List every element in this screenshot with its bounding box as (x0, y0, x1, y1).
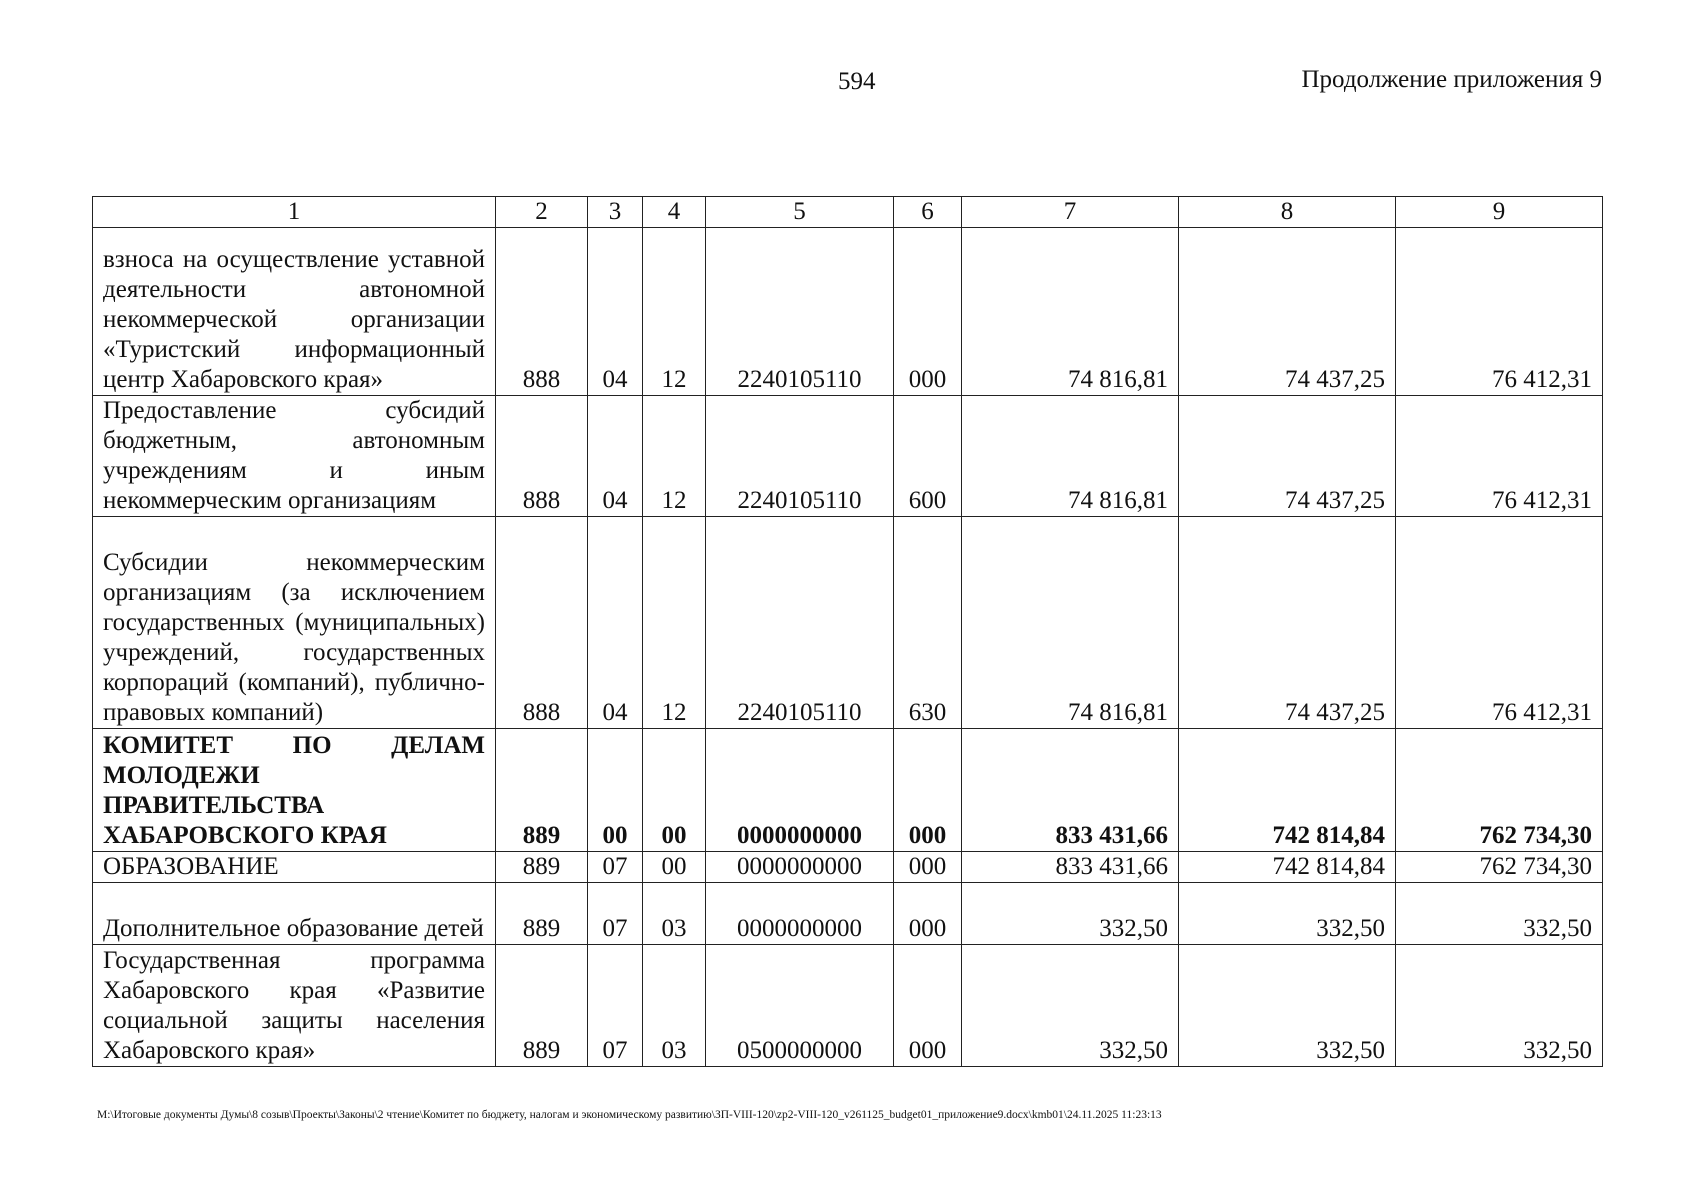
cell-code: 889 (496, 729, 588, 852)
column-header: 2 (496, 197, 588, 228)
cell-target: 2240105110 (706, 228, 894, 396)
row-name: взноса на осуществление уставной деятельности автономной некоммерческой организации «Туристский информационный центр Хабаровского края» (93, 228, 496, 396)
cell-target: 0000000000 (706, 852, 894, 883)
cell-subsection: 12 (643, 228, 706, 396)
cell-section: 07 (588, 883, 643, 945)
cell-value-8: 742 814,84 (1179, 852, 1396, 883)
column-number-row (93, 197, 1603, 228)
cell-value-8: 332,50 (1179, 945, 1396, 1067)
cell-target: 0500000000 (706, 945, 894, 1067)
cell-type: 600 (894, 396, 962, 517)
table-row (93, 883, 1603, 945)
table-row (93, 517, 1603, 729)
cell-value-8: 74 437,25 (1179, 517, 1396, 729)
page-number: 594 (838, 68, 876, 95)
cell-target: 2240105110 (706, 517, 894, 729)
column-header: 3 (588, 197, 643, 228)
row-name: Субсидии некоммерческим организациям (за исключением государственных (муниципальных) учреждений, государственных корпораций (компаний), публично-правовых компаний) (93, 517, 496, 729)
cell-subsection: 00 (643, 729, 706, 852)
cell-type: 000 (894, 945, 962, 1067)
cell-subsection: 12 (643, 396, 706, 517)
cell-value-7: 74 816,81 (962, 228, 1179, 396)
cell-value-8: 74 437,25 (1179, 396, 1396, 517)
cell-type: 000 (894, 729, 962, 852)
cell-target: 0000000000 (706, 883, 894, 945)
row-name: Дополнительное образование детей (93, 883, 496, 945)
table-body (93, 228, 1603, 1067)
appendix-continuation-note: Продолжение приложения 9 (1301, 66, 1602, 93)
row-name: Предоставление субсидий бюджетным, автономным учреждениям и иным некоммерческим организациям (93, 396, 496, 517)
cell-section: 07 (588, 945, 643, 1067)
table-row (93, 729, 1603, 852)
cell-value-7: 833 431,66 (962, 729, 1179, 852)
cell-value-7: 74 816,81 (962, 396, 1179, 517)
cell-value-8: 332,50 (1179, 883, 1396, 945)
column-header: 7 (962, 197, 1179, 228)
cell-subsection: 03 (643, 883, 706, 945)
table-header (93, 197, 1603, 228)
column-header: 8 (1179, 197, 1396, 228)
table-row (93, 396, 1603, 517)
cell-type: 000 (894, 228, 962, 396)
cell-subsection: 03 (643, 945, 706, 1067)
cell-value-7: 332,50 (962, 883, 1179, 945)
cell-value-8: 74 437,25 (1179, 228, 1396, 396)
column-header: 9 (1396, 197, 1603, 228)
cell-section: 04 (588, 517, 643, 729)
cell-code: 889 (496, 852, 588, 883)
cell-value-9: 762 734,30 (1396, 729, 1603, 852)
cell-value-9: 762 734,30 (1396, 852, 1603, 883)
cell-code: 889 (496, 883, 588, 945)
cell-subsection: 00 (643, 852, 706, 883)
cell-value-9: 332,50 (1396, 945, 1603, 1067)
cell-section: 04 (588, 396, 643, 517)
table-row (93, 945, 1603, 1067)
cell-code: 889 (496, 945, 588, 1067)
row-name: Государственная программа Хабаровского края «Развитие социальной защиты населения Хабаровского края» (93, 945, 496, 1067)
cell-code: 888 (496, 517, 588, 729)
budget-table (92, 196, 1603, 1067)
cell-value-7: 74 816,81 (962, 517, 1179, 729)
column-header: 5 (706, 197, 894, 228)
cell-section: 04 (588, 228, 643, 396)
cell-value-9: 332,50 (1396, 883, 1603, 945)
table-row (93, 852, 1603, 883)
column-header: 1 (93, 197, 496, 228)
cell-type: 630 (894, 517, 962, 729)
column-header: 4 (643, 197, 706, 228)
cell-subsection: 12 (643, 517, 706, 729)
cell-value-9: 76 412,31 (1396, 517, 1603, 729)
cell-value-8: 742 814,84 (1179, 729, 1396, 852)
table-row (93, 228, 1603, 396)
cell-value-9: 76 412,31 (1396, 228, 1603, 396)
row-name: ОБРАЗОВАНИЕ (93, 852, 496, 883)
cell-type: 000 (894, 883, 962, 945)
cell-type: 000 (894, 852, 962, 883)
cell-value-9: 76 412,31 (1396, 396, 1603, 517)
cell-value-7: 332,50 (962, 945, 1179, 1067)
cell-target: 0000000000 (706, 729, 894, 852)
cell-value-7: 833 431,66 (962, 852, 1179, 883)
cell-code: 888 (496, 228, 588, 396)
cell-section: 00 (588, 729, 643, 852)
column-header: 6 (894, 197, 962, 228)
cell-target: 2240105110 (706, 396, 894, 517)
document-file-path: М:\Итоговые документы Думы\8 созыв\Проекты\Законы\2 чтение\Комитет по бюджету, налогам и экономическому развитию\ЗП-VIII-120\zp2-VIII-120_v261125_budget01_приложение9.docx\kmb01\24.11.2025 11:23:13 (97, 1109, 1162, 1121)
row-name: КОМИТЕТ ПО ДЕЛАМ МОЛОДЕЖИ ПРАВИТЕЛЬСТВА ХАБАРОВСКОГО КРАЯ (93, 729, 496, 852)
cell-section: 07 (588, 852, 643, 883)
cell-code: 888 (496, 396, 588, 517)
